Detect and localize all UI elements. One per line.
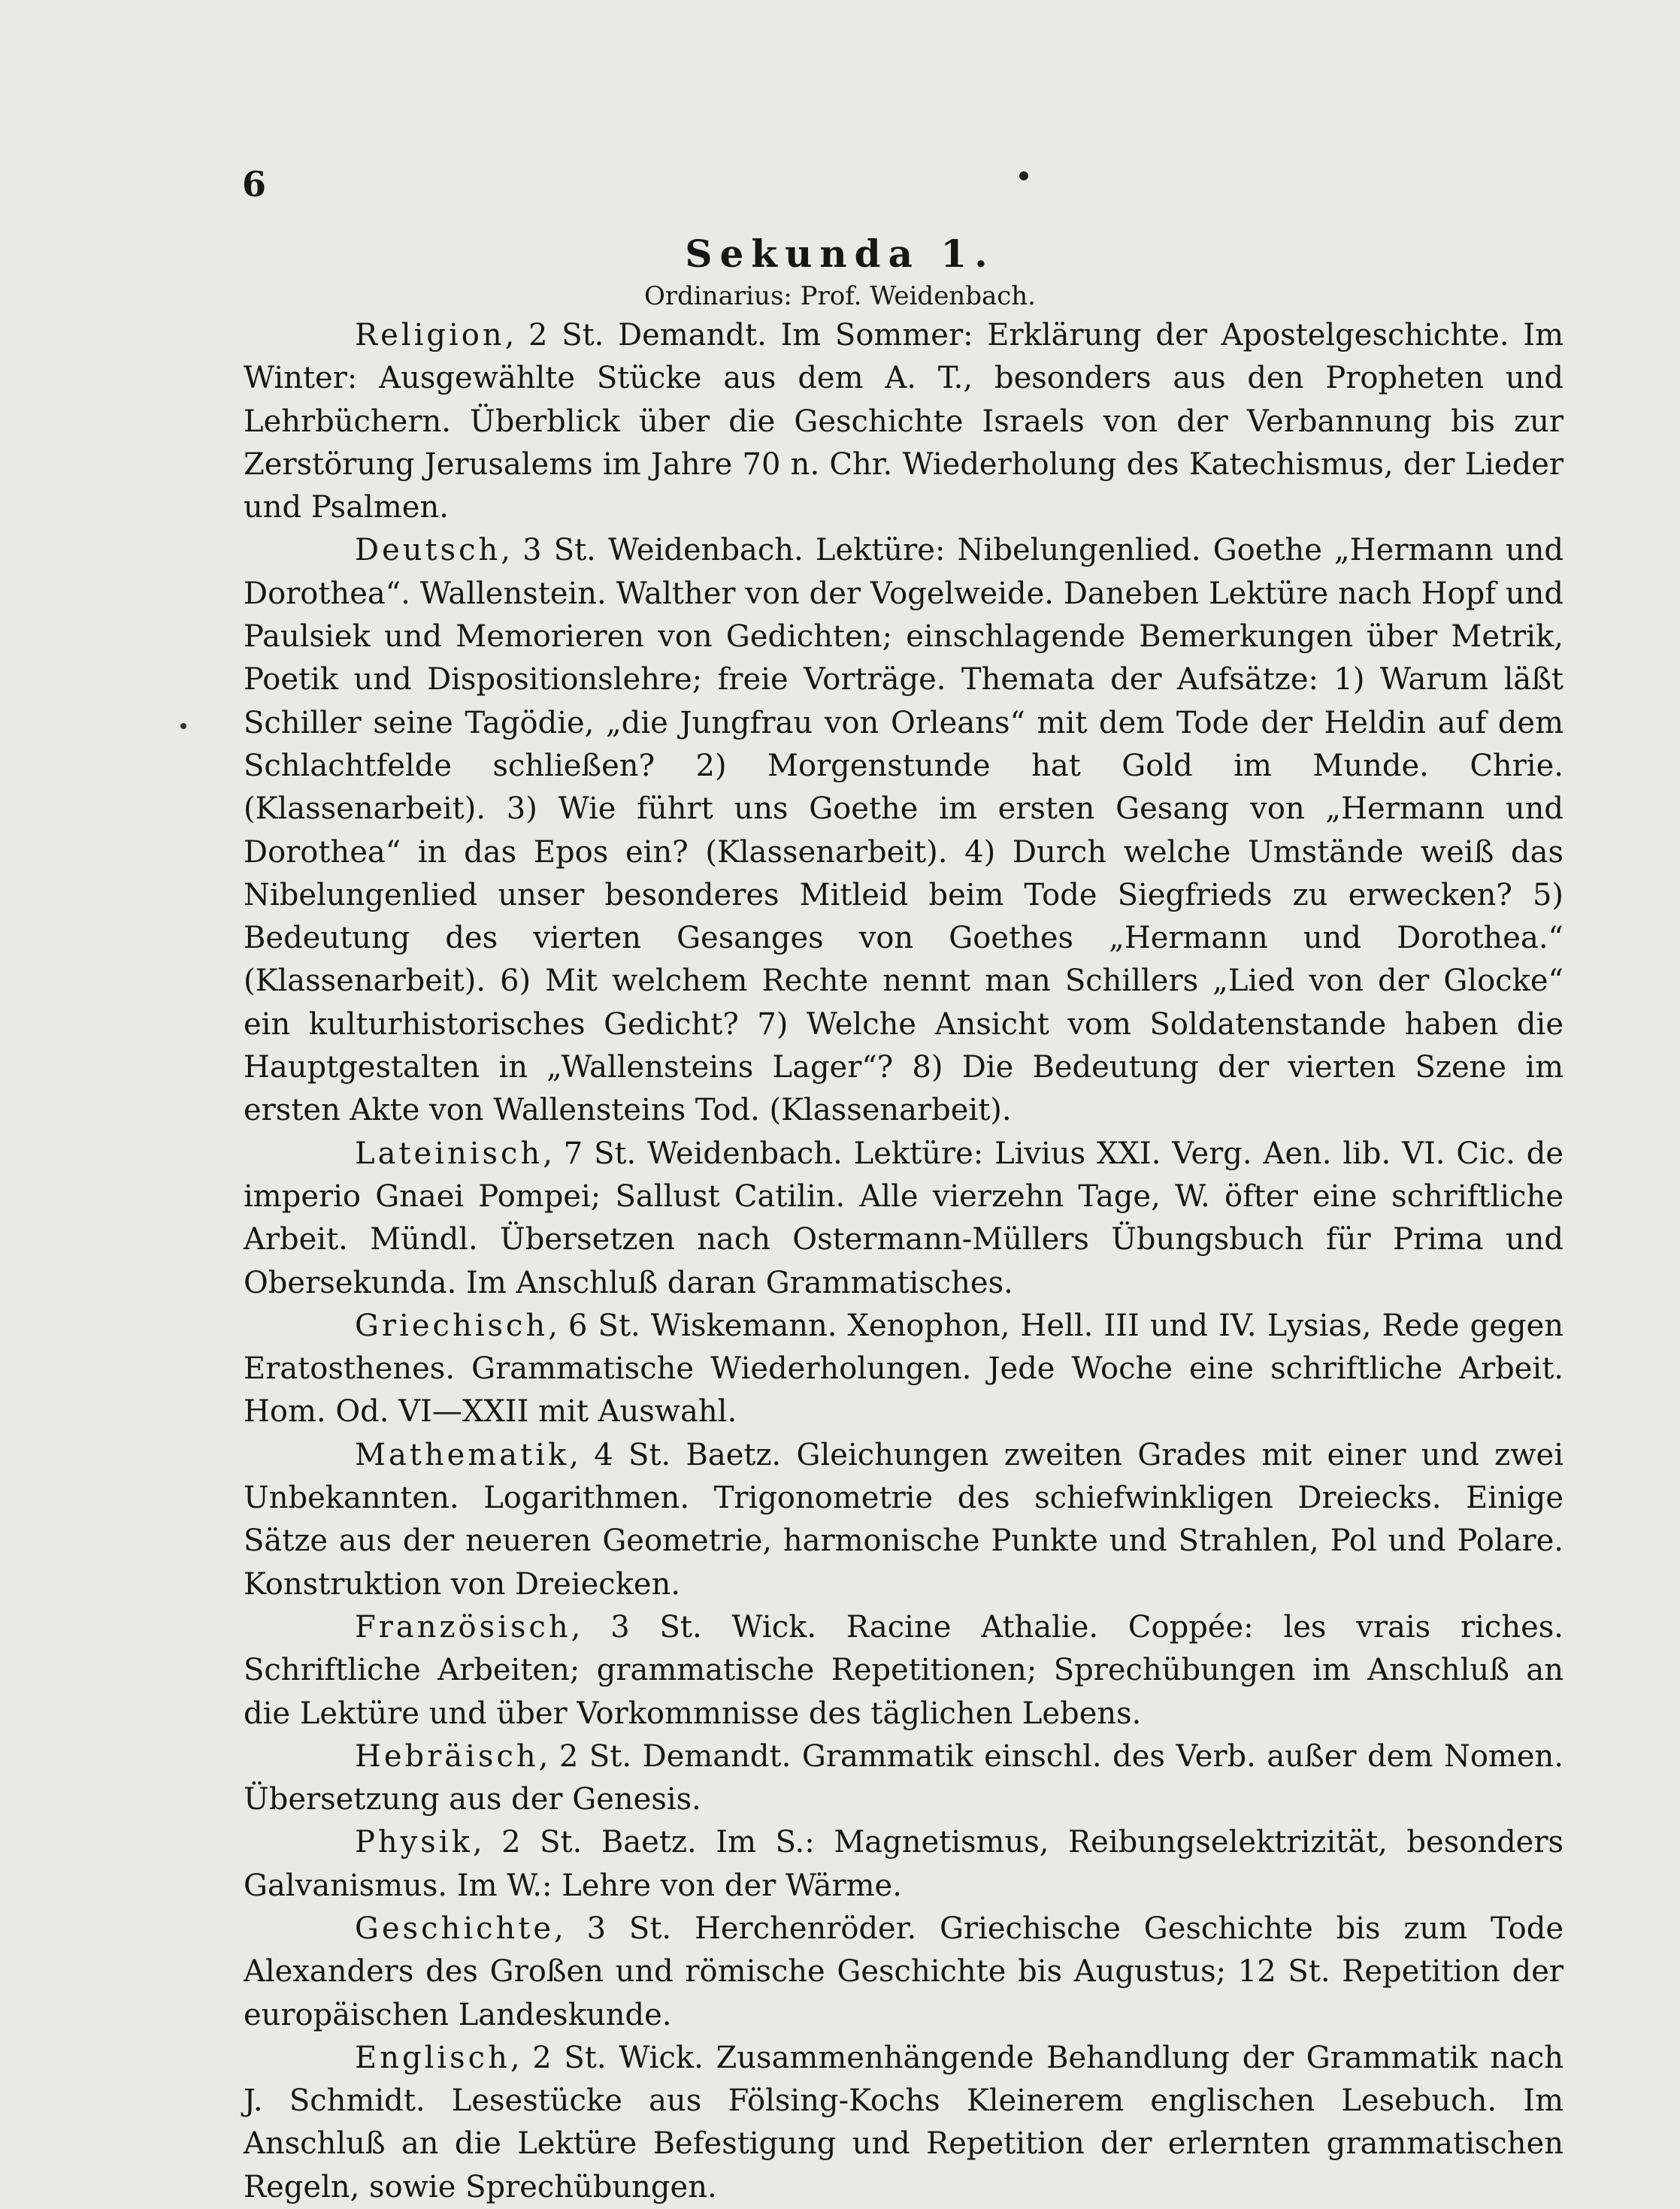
section-franzoesisch xyxy=(244,1606,1563,1735)
section-religion xyxy=(244,314,1563,529)
curriculum-body xyxy=(244,314,1563,2209)
subject-name: Französisch xyxy=(355,1609,571,1645)
section-physik xyxy=(244,1821,1563,1908)
section-text: , 4 St. Baetz. Gleichungen zweiten Grades mit einer und zwei Unbekannten. Logarithmen. Trigonometrie des schiefwinkligen Dreiecks. Einige Sätze aus der neueren Geometrie, harmonische Punkte und Strahlen, Pol und Polare. Konstruktion von Dreiecken. xyxy=(244,1437,1563,1602)
subject-name: Griechisch xyxy=(355,1308,549,1343)
section-text: , 3 St. Weidenbach. Lektüre: Nibelungenlied. Goethe „Hermann und Dorothea“. Wallenstein. Walther von der Vogelweide. Daneben Lektüre nach Hopf und Paulsiek und Memorieren von Gedichten; einschlagende Bemerkungen über Metrik, Poetik und Dispositionslehre; freie Vorträge. Themata der Aufsätze: 1) Warum läßt Schiller seine Tagödie, „die Jungfrau von Orleans“ mit dem Tode der Heldin auf dem Schlachtfelde schließen? 2) Morgenstunde hat Gold im Munde. Chrie. (Klassenarbeit). 3) Wie führt uns Goethe im ersten Gesang von „Hermann und Dorothea“ in das Epos ein? (Klassenarbeit). 4) Durch welche Umstände weiß das Nibelungenlied unser besonderes Mitleid beim Tode Siegfrieds zu erwecken? 5) Bedeutung des vierten Gesanges von Goethes „Hermann und Dorothea.“ (Klassenarbeit). 6) Mit welchem Rechte nennt man Schillers „Lied von der Glocke“ ein kulturhistorisches Gedicht? 7) Welche Ansicht vom Soldatenstande haben die Hauptgestalten in „Wallensteins Lager“? 8) Die Bedeutung der vierten Szene im ersten Akte von Wallensteins Tod. (Klassenarbeit). xyxy=(244,533,1563,1128)
section-deutsch xyxy=(244,529,1563,1132)
section-geschichte xyxy=(244,1908,1563,2037)
section-text: , 7 St. Weidenbach. Lektüre: Livius XXI. Verg. Aen. lib. VI. Cic. de imperio Gnaei Pompei; Sallust Catilin. Alle vierzehn Tage, W. öfter eine schriftliche Arbeit. Mündl. Übersetzen nach Ostermann-Müllers Übungsbuch für Prima und Obersekunda. Im Anschluß daran Grammatisches. xyxy=(244,1136,1563,1300)
section-text: , 2 St. Demandt. Grammatik einschl. des Verb. außer dem Nomen. Übersetzung aus der Genesis. xyxy=(244,1738,1563,1817)
subject-name: Physik xyxy=(355,1825,473,1860)
section-mathematik xyxy=(244,1434,1563,1606)
subject-name: Lateinisch xyxy=(355,1136,543,1171)
subject-name: Englisch xyxy=(355,2040,510,2075)
section-text: , 2 St. Wick. Zusammenhängende Behandlung der Grammatik nach J. Schmidt. Lesestücke aus Fölsing-Kochs Kleinerem englischen Lesebuch. Im Anschluß an die Lektüre Befestigung und Repetition der erlernten grammatischen Regeln, sowie Sprechübungen. xyxy=(244,2040,1563,2204)
top-dot-mark xyxy=(1019,171,1028,180)
subject-name: Religion xyxy=(355,318,505,353)
page-subtitle: Ordinarius: Prof. Weidenbach. xyxy=(644,281,1036,311)
section-text: , 2 St. Baetz. Im S.: Magnetismus, Reibungselektrizität, besonders Galvanismus. Im W.: Lehre von der Wärme. xyxy=(244,1825,1563,1903)
section-text: , 3 St. Herchenröder. Griechische Geschichte bis zum Tode Alexanders des Großen und römische Geschichte bis Augustus; 12 St. Repetition der europäischen Landeskunde. xyxy=(244,1911,1563,2032)
subject-name: Geschichte xyxy=(355,1911,555,1946)
subject-name: Mathematik xyxy=(355,1437,570,1472)
section-text: , 2 St. Demandt. Im Sommer: Erklärung der Apostelgeschichte. Im Winter: Ausgewählte Stücke aus dem A. T., besonders aus den Propheten und Lehrbüchern. Überblick über die Geschichte Israels von der Verbannung bis zur Zerstörung Jerusalems im Jahre 70 n. Chr. Wiederholung des Katechismus, der Lieder und Psalmen. xyxy=(244,318,1563,525)
subject-name: Deutsch xyxy=(355,533,501,568)
page-number: 6 xyxy=(242,164,267,204)
section-englisch xyxy=(244,2037,1563,2209)
margin-dot-mark xyxy=(180,723,186,729)
page-title: Sekunda 1. xyxy=(685,231,995,276)
section-griechisch xyxy=(244,1305,1563,1434)
section-hebraeisch xyxy=(244,1735,1563,1822)
section-text: , 3 St. Wick. Racine Athalie. Coppée: les vrais riches. Schriftliche Arbeiten; grammatische Repetitionen; Sprechübungen im Anschluß an die Lektüre und über Vorkommnisse des täglichen Lebens. xyxy=(244,1609,1563,1731)
subject-name: Hebräisch xyxy=(355,1738,539,1774)
section-text: , 6 St. Wiskemann. Xenophon, Hell. III und IV. Lysias, Rede gegen Eratosthenes. Grammatische Wiederholungen. Jede Woche eine schriftliche Arbeit. Hom. Od. VI—XXII mit Auswahl. xyxy=(244,1308,1563,1430)
section-lateinisch xyxy=(244,1133,1563,1305)
